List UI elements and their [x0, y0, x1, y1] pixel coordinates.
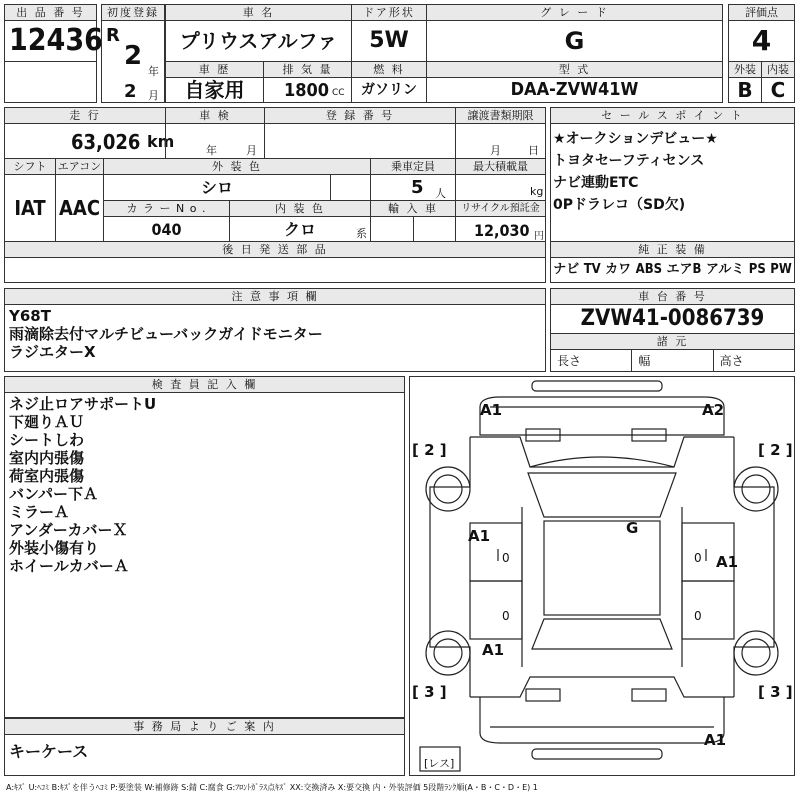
note-1: Y68T [9, 307, 51, 325]
damage-g-glass: G [626, 519, 639, 537]
aircon-box [55, 158, 104, 242]
shift-header: シフト [5, 159, 55, 175]
inspection-month-unit: 月 [246, 144, 257, 157]
genuine-navi: ナビ [553, 262, 580, 277]
score-box [728, 4, 795, 62]
damage-2-left: [ 2 ] [412, 441, 447, 459]
lot-box [4, 4, 103, 62]
inspector-note-10: ホイールカバーＡ [9, 557, 129, 575]
interior-header: 内装 [762, 62, 794, 78]
zero-mark-1: 0 [502, 551, 510, 565]
car-diagram [409, 376, 795, 776]
notes-header: 注 意 事 項 欄 [5, 289, 545, 305]
inspector-header: 検 査 員 記 入 欄 [5, 377, 404, 393]
lot-header: 出 品 番 号 [5, 5, 96, 21]
chassis-header: 車 台 番 号 [551, 289, 794, 305]
max-load-box [455, 158, 546, 201]
max-load-unit: kg [530, 185, 544, 198]
color-no-value: 040 [151, 220, 182, 239]
color-no-header: カ ラ ー N o . [104, 201, 229, 217]
grade-value: G [564, 27, 585, 55]
score-header: 評価点 [729, 5, 794, 21]
reg-no-box [264, 107, 456, 159]
int-color-unit: 系 [356, 227, 367, 240]
sales-point-2: トヨタセーフティセンス [553, 153, 705, 169]
int-color-value: クロ [283, 220, 316, 239]
max-load-header: 最大積載量 [456, 159, 545, 175]
transfer-month-unit: 月 [490, 144, 501, 157]
fuel-box [351, 61, 427, 103]
dims-length-label: 長さ [551, 350, 632, 372]
displacement-header: 排 気 量 [264, 62, 351, 78]
import-header: 輸 入 車 [371, 201, 455, 217]
shift-value: IAT [14, 196, 46, 220]
score-value: 4 [751, 24, 772, 57]
displacement-unit: CC [332, 88, 345, 98]
inspection-header: 車 検 [166, 108, 264, 124]
recycle-box [455, 200, 546, 242]
office-note: キーケース [9, 742, 89, 761]
car-outline [410, 377, 794, 775]
mileage-unit: km [147, 132, 175, 151]
capacity-unit: 人 [435, 187, 446, 200]
chassis-box [550, 288, 795, 372]
transfer-box [455, 107, 546, 159]
capacity-header: 乗車定員 [371, 159, 455, 175]
fuel-header: 燃 料 [352, 62, 426, 78]
exterior-header: 外装 [729, 62, 761, 78]
car-name-box [165, 4, 352, 62]
capacity-value: 5 [411, 177, 424, 198]
transfer-day-unit: 日 [528, 144, 539, 157]
ext-color-box [103, 158, 371, 201]
zero-mark-4: 0 [694, 609, 702, 623]
sales-point-header: セ ー ル ス ポ イ ン ト [551, 108, 794, 124]
sales-point-box [550, 107, 795, 242]
transfer-header: 譲渡書類期限 [456, 108, 545, 124]
exterior-box [728, 61, 762, 103]
legend: A:ｷｽﾞ U:ﾍｺﾐ B:ｷｽﾞを伴うﾍｺﾐ P:要塗装 W:補修跡 S:錆 C:腐食 G:ﾌﾛﾝﾄｶﾞﾗｽ点ｷｽﾞ XX:交換済み X:要交換 内・外装評価 5段階ﾗﾝｸ順(A・B・C・D・E) 1 [6, 783, 538, 792]
inspector-note-7: ミラーＡ [9, 503, 70, 521]
notes-box [4, 288, 546, 372]
office-header: 事 務 局 よ り ご 案 内 [5, 719, 404, 735]
damage-a1-front-left: A1 [480, 401, 503, 419]
fuel-value: ガソリン [361, 82, 417, 98]
history-value: 自家用 [184, 78, 245, 102]
mileage-value: 63,026 [71, 130, 141, 154]
recycle-header: リサイクル預託金 [456, 201, 545, 217]
lot-number: 12436 [9, 23, 103, 58]
inspector-note-5: 荷室内張傷 [9, 467, 85, 485]
sales-point-1: ★オークションデビュー★ [553, 131, 718, 147]
genuine-box [550, 241, 795, 283]
spare-tire-label: [レス] [424, 757, 455, 770]
genuine-ps: PS [748, 262, 766, 277]
recycle-unit: 円 [534, 231, 544, 242]
reg-no-header: 登 録 番 号 [265, 108, 455, 124]
reg-month: 2 [124, 81, 137, 102]
inspection-year-unit: 年 [206, 144, 217, 157]
reg-month-unit: 月 [148, 89, 159, 102]
int-color-box [229, 200, 371, 242]
capacity-box [370, 158, 456, 201]
inspector-note-8: アンダーカバーＸ [9, 521, 128, 539]
color-no-box [103, 200, 230, 242]
damage-a1-left-rear: A1 [482, 641, 505, 659]
inspector-note-4: 室内内張傷 [9, 449, 85, 467]
later-parts-box [4, 241, 546, 283]
history-header: 車 歴 [166, 62, 263, 78]
zero-mark-2: 0 [502, 609, 510, 623]
note-2: 雨滴除去付マルチビューバックガイドモニター [9, 325, 323, 343]
inspector-box [4, 376, 405, 718]
inspector-note-6: バンパー下Ａ [9, 485, 98, 503]
car-name-header: 車 名 [166, 5, 351, 21]
genuine-tv: TV [583, 262, 601, 277]
genuine-leather: カワ [605, 262, 632, 277]
first-reg-header: 初度登録 [102, 5, 164, 21]
zero-mark-3: 0 [694, 551, 702, 565]
reg-year: 2 [124, 41, 143, 71]
door-type: 5W [369, 28, 409, 53]
aircon-value: AAC [58, 196, 101, 220]
car-name: プリウスアルファ [179, 29, 338, 53]
sales-point-3: ナビ連動ETC [553, 175, 639, 191]
genuine-pw: PW [770, 262, 792, 277]
chassis-number: ZVW41-0086739 [580, 306, 765, 331]
interior-grade: C [770, 78, 786, 102]
mileage-box [4, 107, 175, 159]
exterior-grade: B [737, 78, 753, 102]
reg-era: R [106, 25, 120, 46]
damage-a1-rear: A1 [704, 731, 727, 749]
dims-width-label: 幅 [632, 350, 713, 372]
lot-under-box [4, 61, 97, 103]
dims-header: 諸 元 [551, 333, 794, 350]
aircon-header: エアコン [57, 160, 102, 173]
history-box [165, 61, 264, 103]
inspector-note-1: ネジ止ロアサポートU [9, 395, 157, 413]
damage-a2-front-right: A2 [702, 401, 725, 419]
shift-box [4, 158, 56, 242]
displacement-value: 1800 [284, 80, 330, 101]
recycle-value: 12,030 [474, 221, 530, 240]
model-box [426, 61, 723, 103]
damage-3-left: [ 3 ] [412, 683, 447, 701]
ext-color-divider [330, 175, 331, 201]
sales-point-4: 0Pドラレコ（SD欠) [553, 197, 686, 213]
damage-3-right: [ 3 ] [758, 683, 793, 701]
grade-box [426, 4, 723, 62]
inspector-note-9: 外装小傷有り [9, 539, 100, 557]
inspector-note-3: シートしわ [9, 431, 85, 449]
model-header: 型 式 [427, 62, 722, 78]
mileage-header: 走 行 [5, 108, 165, 124]
int-color-header: 内 装 色 [230, 201, 370, 217]
door-box [351, 4, 427, 62]
inspection-box [165, 107, 265, 159]
model-value: DAA-ZVW41W [510, 79, 639, 100]
door-header: ドア形状 [352, 5, 426, 21]
import-box [370, 200, 456, 242]
damage-2-right: [ 2 ] [758, 441, 793, 459]
damage-a1-left-door: A1 [468, 527, 491, 545]
grade-header: グ レ ー ド [427, 5, 722, 21]
first-reg-box [101, 4, 165, 103]
displacement-box [263, 61, 352, 103]
damage-a1-right-door: A1 [716, 553, 739, 571]
office-box [4, 718, 405, 776]
genuine-header: 純 正 装 備 [551, 242, 794, 258]
reg-year-unit: 年 [148, 65, 159, 78]
ext-color-header: 外 装 色 [104, 159, 370, 175]
note-3: ラジエターX [9, 343, 96, 361]
dims-height-label: 高さ [719, 354, 744, 368]
genuine-airbag: エアB [666, 262, 702, 277]
genuine-abs: ABS [635, 262, 663, 277]
ext-color-value: シロ [200, 178, 233, 197]
interior-box [761, 61, 795, 103]
import-divider [413, 217, 414, 242]
inspector-note-2: 下廻りＡＵ [9, 413, 85, 431]
genuine-alloy: アルミ [705, 262, 745, 277]
later-parts-header: 後 日 発 送 部 品 [5, 242, 545, 258]
